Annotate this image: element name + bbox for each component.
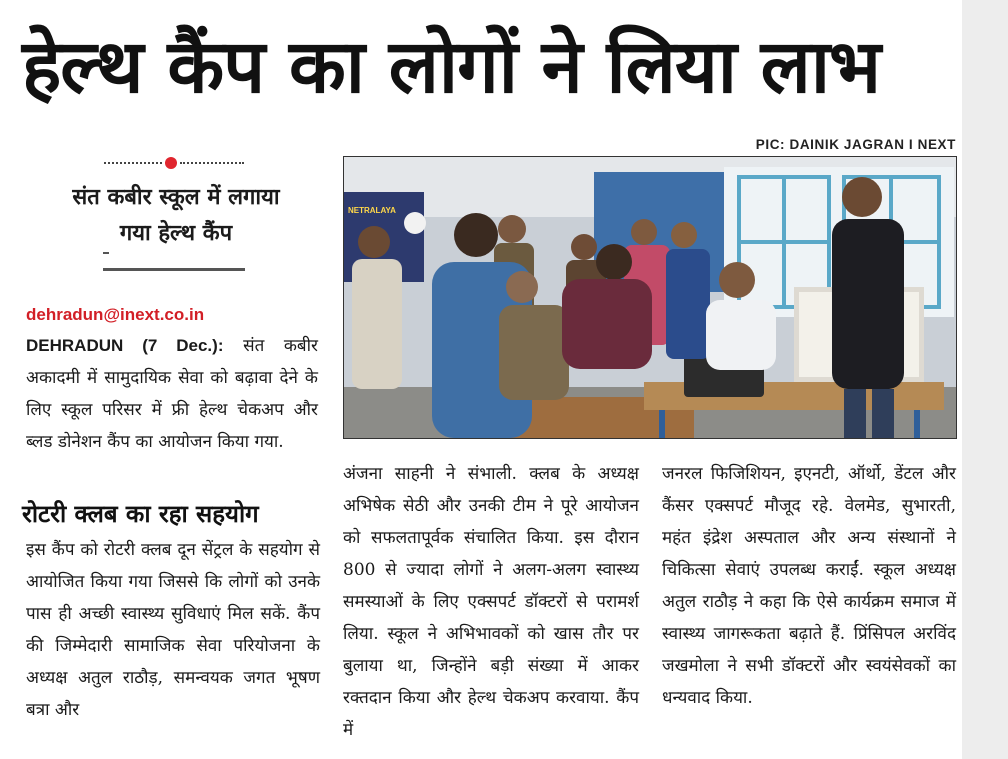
deck-dash [103, 252, 109, 254]
intro-paragraph [26, 330, 318, 458]
body-column-3: जनरल फिजिशियन, इएनटी, ऑर्थो, डेंटल और कैंसर एक्सपर्ट मौजूद रहे. वेलमेड, सुभारती, महंत इंद्रेश अस्पताल और अन्य संस्थानों ने चिकित्सा सेवाएं उपलब्ध कराईं. स्कूल अध्यक्ष अतुल राठौड़ ने कहा कि ऐसे कार्यक्रम समाज में स्वास्थ्य जागरूकता बढ़ाते हैं. प्रिंसिपल अरविंद जखमोला ने सभी डॉक्टरों और स्वयंसेवकों का धन्यवाद किया. [662, 464, 956, 708]
red-dot-icon [165, 157, 177, 169]
body-column-2: अंजना साहनी ने संभाली. क्लब के अध्यक्ष अभिषेक सेठी और उनकी टीम ने पूरे आयोजन को सफलतापूर्वक संचालित किया. इस दौरान 800 से ज्यादा लोगों ने अलग-अलग स्वास्थ्य समस्याओं के लिए एक्सपर्ट डॉक्टरों से परामर्श लिया. स्कूल ने अभिभावकों को खास तौर पर बुलाया था, जिन्होंने बड़ी संख्या में आकर रक्तदान किया और हेल्थ चेकअप करवाया. कैंप में [343, 464, 639, 740]
deck-line-1: संत कबीर स्कूल में लगाया [72, 185, 280, 210]
deck-heading [26, 180, 326, 252]
deck-line-2: गया हेल्थ कैंप [119, 221, 233, 246]
body-column-1: इस कैंप को रोटरी क्लब दून सेंट्रल के सहयोग से आयोजित किया गया जिससे कि लोगों को उनके पास ही अच्छी स्वास्थ्य सुविधाएं मिल सकें. कैंप की जिम्मेदारी सामाजिक सेवा परियोजना के अध्यक्ष अतुल राठौड़, समन्वयक जगत भूषण बत्रा और [26, 540, 320, 720]
news-photo [343, 156, 957, 439]
photo-illustration [344, 157, 956, 438]
banner-text: NETRALAYA [348, 206, 396, 215]
headline: हेल्थ कैंप का लोगों ने लिया लाभ [22, 24, 881, 110]
reporter-email: dehradun@inext.co.in [26, 305, 205, 324]
dateline: DEHRADUN (7 Dec.): [26, 336, 224, 355]
dotted-rule-left [104, 162, 162, 164]
photo-credit: PIC: DAINIK JAGRAN I NEXT [755, 137, 956, 152]
page-edge-strip [962, 0, 1008, 759]
intro-text: संत कबीर अकादमी में सामुदायिक सेवा को बढ़ावा देने के लिए स्कूल परिसर में फ्री हेल्थ चेकअप और ब्लड डोनेशन कैंप का आयोजन किया गया. [26, 336, 318, 452]
decorative-dot-rule [104, 157, 244, 169]
dotted-rule-right [180, 162, 244, 164]
subheading: रोटरी क्लब का रहा सहयोग [22, 500, 259, 528]
deck-underline [103, 268, 245, 271]
